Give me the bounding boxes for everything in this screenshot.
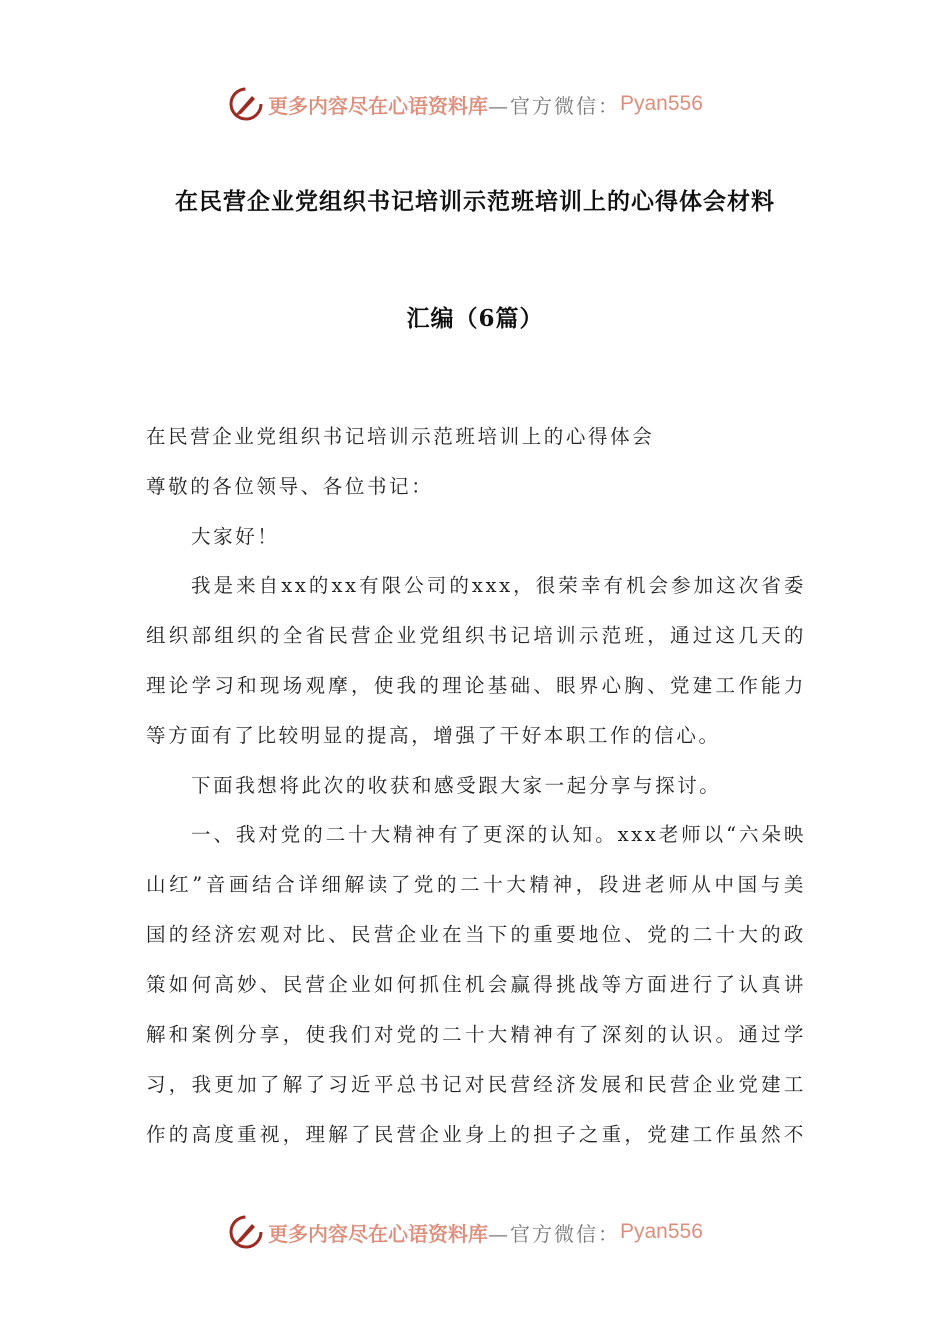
salutation: 尊敬的各位领导、各位书记： — [146, 475, 434, 498]
paragraph-line: 山红”音画结合详细解读了党的二十大精神，段进老师从中国与美 — [146, 873, 806, 896]
paragraph-line: 策如何高妙、民营企业如何抓住机会赢得挑战等方面进行了认真讲 — [146, 973, 806, 996]
banner-separator-text: —官方微信： — [488, 1221, 620, 1246]
banner-main-text: 更多内容尽在心语资料库 — [268, 93, 488, 118]
banner-wechat-id: Pyan556 — [620, 1220, 703, 1243]
pen-logo-icon — [228, 1214, 264, 1250]
paragraph-line: 我是来自xx的xx有限公司的xxx，很荣幸有机会参加这次省委 — [191, 574, 806, 597]
pen-logo-icon — [228, 86, 264, 122]
banner-separator-text: —官方微信： — [488, 93, 620, 118]
paragraph-line: 理论学习和现场观摩，使我的理论基础、眼界心胸、党建工作能力 — [146, 674, 806, 697]
paragraph-line: 习，我更加了解了习近平总书记对民营经济发展和民营企业党建工 — [146, 1073, 806, 1096]
paragraph-line: 等方面有了比较明显的提高，增强了干好本职工作的信心。 — [146, 724, 721, 747]
document-title-line1: 在民营企业党组织书记培训示范班培训上的心得体会材料 — [175, 188, 775, 215]
document-title-line2: 汇编（6篇） — [406, 305, 544, 332]
header-banner — [228, 84, 703, 124]
greeting: 大家好！ — [191, 525, 280, 548]
paragraph-line: 作的高度重视，理解了民营企业身上的担子之重，党建工作虽然不 — [146, 1123, 806, 1146]
paragraph-line: 解和案例分享，使我们对党的二十大精神有了深刻的认识。通过学 — [146, 1023, 806, 1046]
banner-wechat-id: Pyan556 — [620, 92, 703, 115]
paragraph-line: 国的经济宏观对比、民营企业在当下的重要地位、党的二十大的政 — [146, 923, 806, 946]
banner-main-text: 更多内容尽在心语资料库 — [268, 1221, 488, 1246]
paragraph-line: 一、我对党的二十大精神有了更深的认知。xxx老师以“六朵映 — [191, 823, 806, 846]
paragraph-line: 组织部组织的全省民营企业党组织书记培训示范班，通过这几天的 — [146, 624, 806, 647]
footer-banner — [228, 1212, 703, 1252]
paragraph-line: 下面我想将此次的收获和感受跟大家一起分享与探讨。 — [191, 774, 722, 797]
section-heading: 在民营企业党组织书记培训示范班培训上的心得体会 — [146, 425, 655, 448]
